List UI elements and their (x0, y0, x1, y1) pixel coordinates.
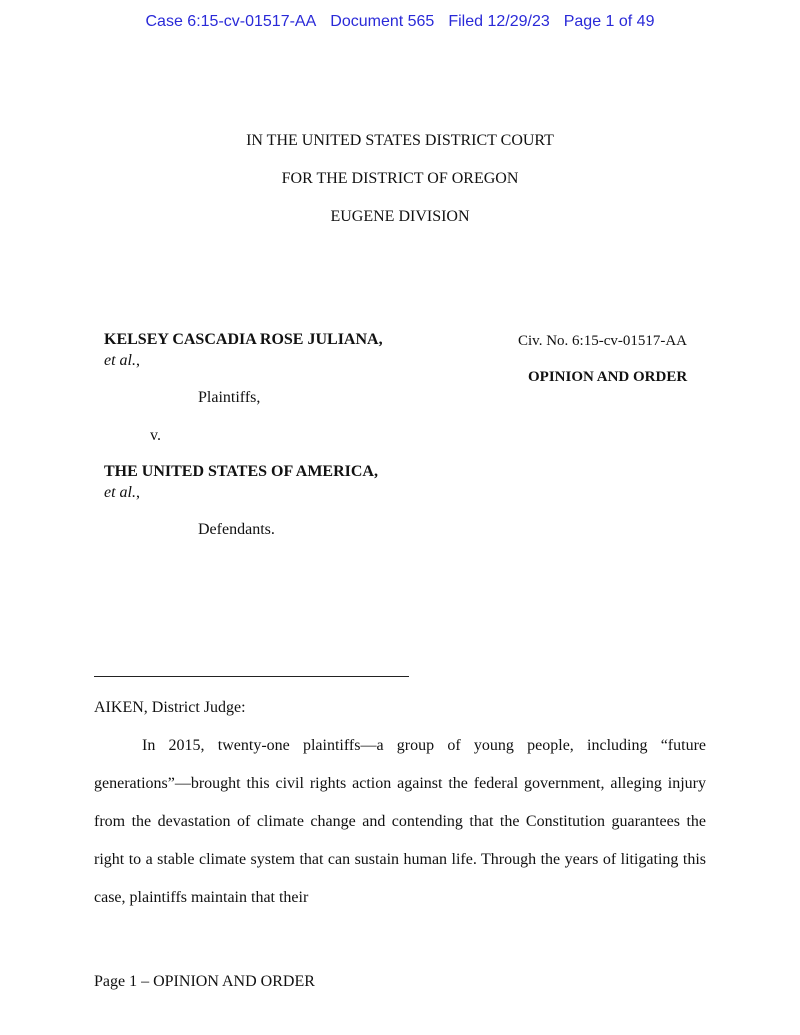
judge-line: AIKEN, District Judge: (94, 699, 246, 716)
plaintiff-role: Plaintiffs, (198, 389, 261, 406)
page-footer: Page 1 – OPINION AND ORDER (94, 973, 315, 990)
defendant-role: Defendants. (198, 521, 275, 538)
page-count: Page 1 of 49 (563, 13, 655, 30)
opening-paragraph: In 2015, twenty-one plaintiffs—a group of young people, including “future generations”—brought this civil rights action against the federal government, alleging injury from the devastation of climate change and contending that the Constitution guarantees the right to a stable climate system that can sustain human life. Through the years of litigating this case, plaintiffs maintain that their (94, 737, 706, 906)
court-name: IN THE UNITED STATES DISTRICT COURT (246, 132, 554, 149)
plaintiff-name: KELSEY CASCADIA ROSE JULIANA, (104, 331, 383, 348)
court-division: EUGENE DIVISION (330, 208, 470, 225)
court-district: FOR THE DISTRICT OF OREGON (281, 170, 519, 187)
plaintiff-etal-line (104, 352, 140, 370)
defendant-etal: et al. (104, 484, 136, 501)
ecf-header-stamp (0, 13, 800, 31)
case-number: Case 6:15-cv-01517-AA (145, 13, 317, 30)
plaintiff-etal-comma: , (136, 352, 140, 369)
defendant-name: THE UNITED STATES OF AMERICA, (104, 463, 378, 480)
civil-number: Civ. No. 6:15-cv-01517-AA (518, 333, 688, 349)
caption-divider (94, 676, 409, 677)
defendant-etal-line (104, 484, 140, 502)
document-number: Document 565 (330, 13, 435, 30)
filed-date: Filed 12/29/23 (448, 13, 550, 30)
versus: v. (150, 427, 161, 444)
document-title: OPINION AND ORDER (528, 369, 688, 385)
defendant-etal-comma: , (136, 484, 140, 501)
plaintiff-etal: et al. (104, 352, 136, 369)
